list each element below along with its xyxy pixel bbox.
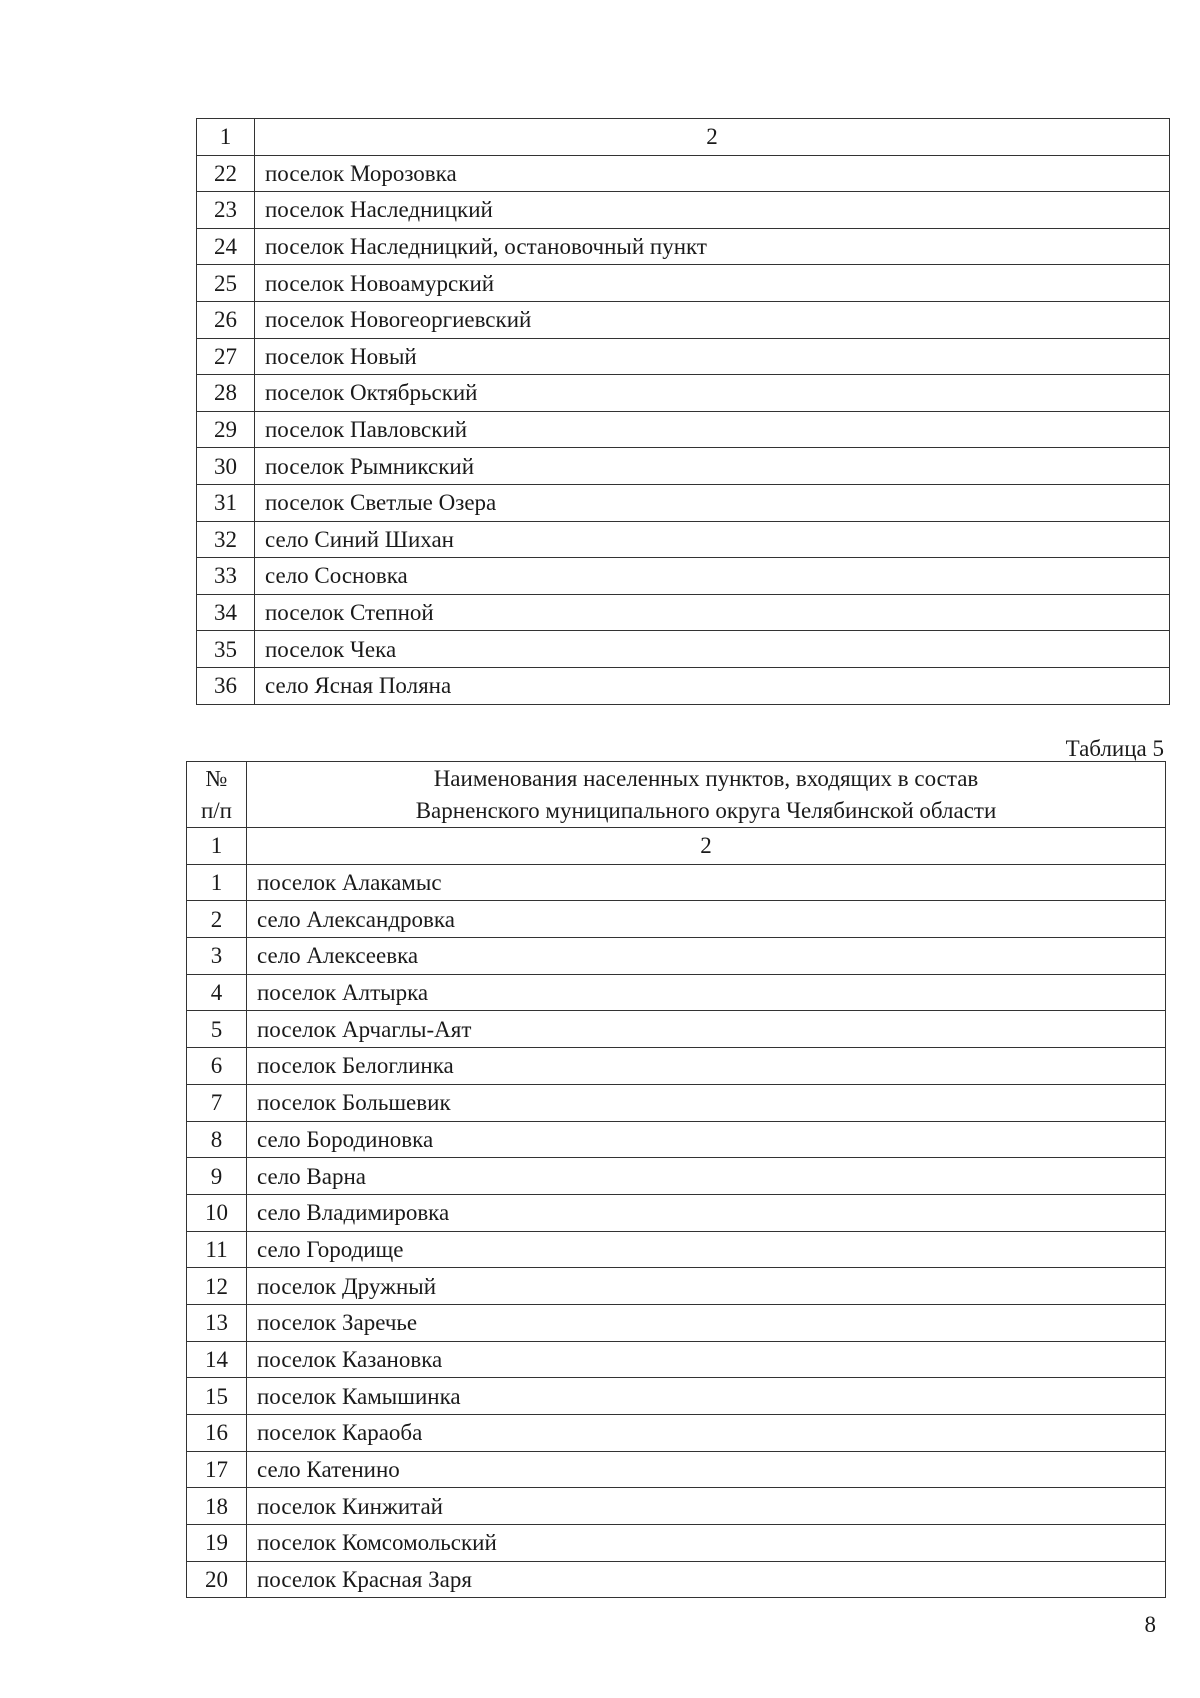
settlement-name: село Сосновка [255, 558, 1170, 595]
table-row [197, 265, 1170, 302]
row-number: 6 [187, 1048, 247, 1085]
row-number: 20 [187, 1561, 247, 1598]
row-number: 27 [197, 338, 255, 375]
table-row [197, 594, 1170, 631]
settlement-name: поселок Дружный [247, 1268, 1166, 1305]
settlement-name: село Катенино [247, 1451, 1166, 1488]
row-number: 1 [187, 864, 247, 901]
row-number: 14 [187, 1341, 247, 1378]
table-row [187, 1304, 1166, 1341]
row-number: 36 [197, 667, 255, 704]
row-number: 32 [197, 521, 255, 558]
column-number-row [197, 119, 1170, 156]
column-number-cell: 2 [247, 828, 1166, 865]
row-number: 2 [187, 901, 247, 938]
table-row [187, 1084, 1166, 1121]
column-number-cell: 1 [187, 828, 247, 865]
table-row [187, 1451, 1166, 1488]
settlement-name: поселок Красная Заря [247, 1561, 1166, 1598]
table-row [187, 1194, 1166, 1231]
settlement-name: поселок Новогеоргиевский [255, 301, 1170, 338]
header-name-line: Наименования населенных пунктов, входящих в состав [433, 766, 979, 792]
settlement-name: поселок Павловский [255, 411, 1170, 448]
column-number-cell: 2 [255, 119, 1170, 156]
settlement-name: поселок Алтырка [247, 974, 1166, 1011]
table-row [187, 974, 1166, 1011]
header-row [187, 762, 1166, 828]
row-number: 9 [187, 1158, 247, 1195]
settlement-name: село Ясная Поляна [255, 667, 1170, 704]
settlement-name: поселок Морозовка [255, 155, 1170, 192]
row-number: 24 [197, 228, 255, 265]
settlement-name: поселок Новоамурский [255, 265, 1170, 302]
row-number: 13 [187, 1304, 247, 1341]
table-row [197, 228, 1170, 265]
column-number-cell: 1 [197, 119, 255, 156]
row-number: 3 [187, 938, 247, 975]
row-number: 17 [187, 1451, 247, 1488]
settlement-name: поселок Кинжитай [247, 1488, 1166, 1525]
settlement-name: поселок Рымникский [255, 448, 1170, 485]
row-number: 31 [197, 484, 255, 521]
settlement-name: поселок Заречье [247, 1304, 1166, 1341]
row-number: 7 [187, 1084, 247, 1121]
table-row [197, 521, 1170, 558]
settlement-name: поселок Караоба [247, 1415, 1166, 1452]
row-number: 23 [197, 192, 255, 229]
settlement-name: поселок Белоглинка [247, 1048, 1166, 1085]
header-number-line: п/п [200, 797, 232, 823]
settlement-name: поселок Наследницкий [255, 192, 1170, 229]
settlements-table-5 [186, 761, 1166, 1598]
table-caption: Таблица 5 [1065, 736, 1164, 761]
settlement-name: село Александровка [247, 901, 1166, 938]
settlement-name: поселок Комсомольский [247, 1525, 1166, 1562]
row-number: 15 [187, 1378, 247, 1415]
table-row [187, 901, 1166, 938]
settlement-name: село Синий Шихан [255, 521, 1170, 558]
row-number: 25 [197, 265, 255, 302]
row-number: 29 [197, 411, 255, 448]
table-row [187, 1048, 1166, 1085]
row-number: 30 [197, 448, 255, 485]
row-number: 19 [187, 1525, 247, 1562]
table-row [187, 1341, 1166, 1378]
header-name-line: Варненского муниципального округа Челябинской области [415, 797, 997, 823]
row-number: 8 [187, 1121, 247, 1158]
row-number: 18 [187, 1488, 247, 1525]
settlements-table-continued [196, 118, 1170, 705]
table-row [187, 1415, 1166, 1452]
settlement-name: село Алексеевка [247, 938, 1166, 975]
settlement-name: поселок Казановка [247, 1341, 1166, 1378]
table-row [197, 411, 1170, 448]
row-number: 5 [187, 1011, 247, 1048]
row-number: 26 [197, 301, 255, 338]
settlement-name: село Бородиновка [247, 1121, 1166, 1158]
column-number-row [187, 828, 1166, 865]
header-number-cell [187, 762, 247, 828]
table-row [187, 1268, 1166, 1305]
settlement-name: поселок Камышинка [247, 1378, 1166, 1415]
table-row [187, 864, 1166, 901]
row-number: 28 [197, 375, 255, 412]
table-row [187, 1561, 1166, 1598]
settlement-name: поселок Октябрьский [255, 375, 1170, 412]
header-number-line: № [205, 766, 228, 792]
row-number: 11 [187, 1231, 247, 1268]
row-number: 33 [197, 558, 255, 595]
table-row [197, 631, 1170, 668]
table-row [187, 938, 1166, 975]
table-row [187, 1488, 1166, 1525]
table-row [187, 1525, 1166, 1562]
table-row [197, 375, 1170, 412]
page-number: 8 [1144, 1612, 1156, 1637]
row-number: 12 [187, 1268, 247, 1305]
settlement-name: село Городище [247, 1231, 1166, 1268]
table-row [197, 338, 1170, 375]
table-row [197, 155, 1170, 192]
settlement-name: поселок Арчаглы-Аят [247, 1011, 1166, 1048]
settlement-name: поселок Наследницкий, остановочный пункт [255, 228, 1170, 265]
row-number: 34 [197, 594, 255, 631]
settlement-name: поселок Новый [255, 338, 1170, 375]
table-row [187, 1378, 1166, 1415]
row-number: 22 [197, 155, 255, 192]
table-row [197, 484, 1170, 521]
header-name-cell [247, 762, 1166, 828]
settlement-name: поселок Большевик [247, 1084, 1166, 1121]
table-row [197, 301, 1170, 338]
settlement-name: поселок Чека [255, 631, 1170, 668]
settlement-name: поселок Степной [255, 594, 1170, 631]
table-row [187, 1158, 1166, 1195]
settlement-name: поселок Алакамыс [247, 864, 1166, 901]
table-row [197, 448, 1170, 485]
table-row [197, 558, 1170, 595]
row-number: 4 [187, 974, 247, 1011]
table-row [197, 667, 1170, 704]
table-row [187, 1121, 1166, 1158]
row-number: 35 [197, 631, 255, 668]
table-row [187, 1231, 1166, 1268]
settlement-name: село Варна [247, 1158, 1166, 1195]
settlement-name: поселок Светлые Озера [255, 484, 1170, 521]
settlement-name: село Владимировка [247, 1194, 1166, 1231]
table-row [197, 192, 1170, 229]
row-number: 16 [187, 1415, 247, 1452]
row-number: 10 [187, 1194, 247, 1231]
table-row [187, 1011, 1166, 1048]
